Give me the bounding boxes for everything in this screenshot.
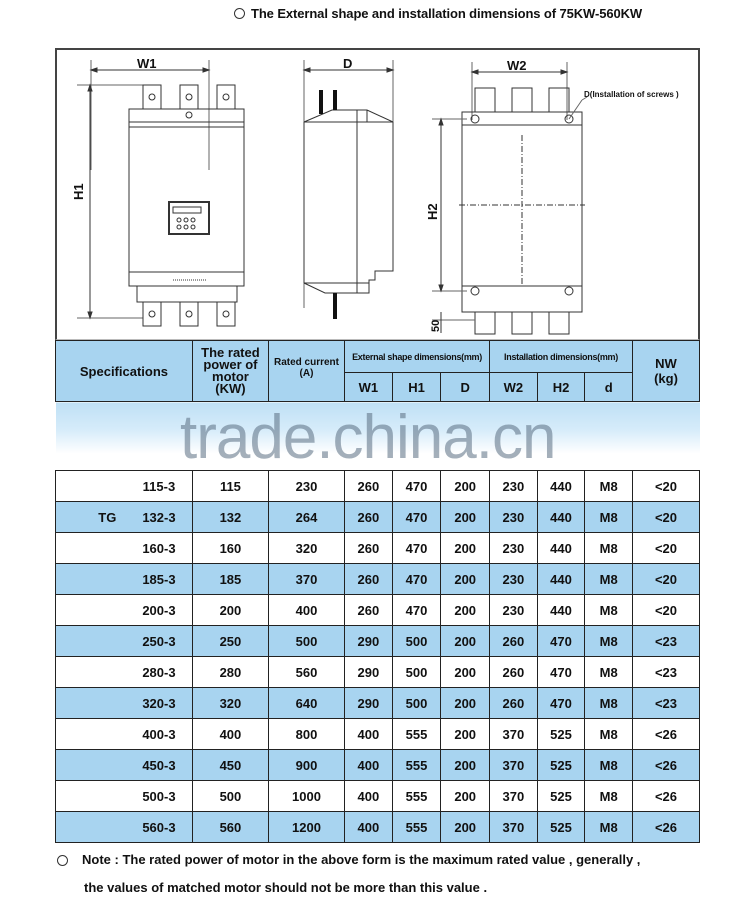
cell-nw: <20: [633, 471, 700, 502]
specifications-table: [55, 340, 700, 843]
cell-specification: [56, 750, 193, 781]
cell-w2: 370: [490, 719, 538, 750]
cell-h2: 440: [537, 471, 585, 502]
label-d: D: [343, 56, 353, 71]
cell-screw: M8: [585, 471, 633, 502]
cell-power: 500: [192, 781, 268, 812]
cell-h1: 470: [392, 502, 441, 533]
cell-specification: [56, 688, 193, 719]
cell-h1: 500: [392, 626, 441, 657]
header-rated-power-line3: motor: [212, 369, 249, 384]
note-line2: the values of matched motor should not be more than this value .: [84, 880, 488, 895]
label-screw-note: D(Installation of screws ): [584, 90, 679, 99]
cell-w2: 370: [490, 812, 538, 843]
spec-model: 185-3: [142, 571, 176, 587]
cell-d: 200: [441, 781, 490, 812]
cell-nw: <26: [633, 812, 700, 843]
label-w1: W1: [137, 56, 157, 71]
cell-w1: 260: [345, 595, 393, 626]
cell-screw: M8: [585, 564, 633, 595]
cell-d: 200: [441, 595, 490, 626]
cell-w1: 400: [345, 750, 393, 781]
cell-nw: <20: [633, 595, 700, 626]
cell-h1: 500: [392, 657, 441, 688]
header-rated-power-line2: power of: [203, 357, 258, 372]
label-h1: H1: [71, 183, 86, 200]
cell-w2: 260: [490, 626, 538, 657]
cell-nw: <23: [633, 626, 700, 657]
header-specifications: Specifications: [56, 341, 193, 402]
cell-current: 800: [268, 719, 344, 750]
dimension-drawing: [55, 48, 700, 340]
cell-power: 560: [192, 812, 268, 843]
header-h2: H2: [537, 373, 585, 402]
header-rated-power: [192, 341, 268, 402]
page-title: [234, 6, 642, 21]
spec-model: 320-3: [142, 695, 176, 711]
cell-w1: 290: [345, 626, 393, 657]
cell-current: 640: [268, 688, 344, 719]
cell-h2: 470: [537, 657, 585, 688]
header-rated-power-line4: (KW): [215, 381, 246, 396]
header-w1: W1: [345, 373, 393, 402]
cell-screw: M8: [585, 533, 633, 564]
spec-model: 200-3: [142, 602, 176, 618]
table-row: [56, 750, 700, 781]
table-body: [56, 471, 700, 843]
cell-power: 132: [192, 502, 268, 533]
cell-nw: <23: [633, 688, 700, 719]
cell-w1: 290: [345, 688, 393, 719]
cell-nw: <23: [633, 657, 700, 688]
cell-w2: 260: [490, 657, 538, 688]
cell-current: 500: [268, 626, 344, 657]
cell-h2: 470: [537, 688, 585, 719]
cell-w1: 400: [345, 781, 393, 812]
cell-current: 1200: [268, 812, 344, 843]
spec-model: 400-3: [142, 726, 176, 742]
cell-h2: 525: [537, 781, 585, 812]
cell-h1: 555: [392, 750, 441, 781]
table-row: [56, 781, 700, 812]
cell-h1: 470: [392, 533, 441, 564]
spec-model: 132-3: [142, 509, 176, 525]
cell-w2: 370: [490, 750, 538, 781]
note-line1: The rated power of motor in the above form is the maximum rated value , generally ,: [118, 852, 641, 867]
cell-power: 450: [192, 750, 268, 781]
cell-power: 185: [192, 564, 268, 595]
cell-nw: <20: [633, 533, 700, 564]
cell-h1: 500: [392, 688, 441, 719]
cell-specification: [56, 657, 193, 688]
cell-power: 160: [192, 533, 268, 564]
cell-nw: <26: [633, 719, 700, 750]
cell-h2: 525: [537, 750, 585, 781]
cell-nw: <26: [633, 781, 700, 812]
cell-w2: 230: [490, 471, 538, 502]
cell-screw: M8: [585, 812, 633, 843]
header-rated-current-line1: Rated current: [273, 357, 339, 368]
table-row: [56, 626, 700, 657]
cell-w2: 230: [490, 595, 538, 626]
cell-d: 200: [441, 688, 490, 719]
cell-w1: 260: [345, 533, 393, 564]
cell-w2: 230: [490, 564, 538, 595]
cell-specification: [56, 502, 193, 533]
cell-screw: M8: [585, 595, 633, 626]
cell-current: 370: [268, 564, 344, 595]
table-row: [56, 595, 700, 626]
cell-current: 264: [268, 502, 344, 533]
header-nw-line2: (kg): [654, 371, 678, 386]
table-row: [56, 502, 700, 533]
cell-current: 230: [268, 471, 344, 502]
spec-prefix: TG: [98, 509, 117, 525]
cell-w2: 230: [490, 533, 538, 564]
cell-h1: 555: [392, 812, 441, 843]
cell-h2: 525: [537, 719, 585, 750]
cell-d: 200: [441, 502, 490, 533]
cell-d: 200: [441, 750, 490, 781]
cell-h2: 440: [537, 502, 585, 533]
cell-d: 200: [441, 471, 490, 502]
cell-screw: M8: [585, 502, 633, 533]
cell-d: 200: [441, 533, 490, 564]
cell-h2: 440: [537, 533, 585, 564]
table-row: [56, 533, 700, 564]
note-label: Note :: [82, 852, 119, 867]
cell-current: 400: [268, 595, 344, 626]
watermark-band: [56, 402, 700, 471]
cell-specification: [56, 626, 193, 657]
cell-power: 320: [192, 688, 268, 719]
cell-screw: M8: [585, 688, 633, 719]
cell-nw: <26: [633, 750, 700, 781]
cell-h2: 440: [537, 564, 585, 595]
bullet-circle-icon: [234, 8, 245, 19]
spec-model: 450-3: [142, 757, 176, 773]
bullet-circle-icon: [57, 855, 68, 866]
cell-screw: M8: [585, 719, 633, 750]
cell-nw: <20: [633, 502, 700, 533]
spec-model: 500-3: [142, 788, 176, 804]
cell-current: 900: [268, 750, 344, 781]
table-row: [56, 564, 700, 595]
table-row: [56, 657, 700, 688]
cell-h1: 555: [392, 719, 441, 750]
table-row: [56, 812, 700, 843]
header-external-shape-group: External shape dimensions(mm): [345, 341, 490, 373]
cell-current: 1000: [268, 781, 344, 812]
cell-d: 200: [441, 626, 490, 657]
header-installation-group: Installation dimensions(mm): [490, 341, 633, 373]
table-header-row-1: [56, 341, 700, 373]
cell-power: 115: [192, 471, 268, 502]
table-row: [56, 688, 700, 719]
cell-w1: 260: [345, 564, 393, 595]
header-nw: [633, 341, 700, 402]
cell-w1: 260: [345, 471, 393, 502]
cell-w1: 400: [345, 812, 393, 843]
header-d: D: [441, 373, 490, 402]
header-screw-d: d: [585, 373, 633, 402]
cell-d: 200: [441, 812, 490, 843]
note: [57, 846, 640, 902]
dimension-drawing-svg: [57, 50, 702, 342]
cell-h1: 555: [392, 781, 441, 812]
cell-power: 200: [192, 595, 268, 626]
header-h1: H1: [392, 373, 441, 402]
cell-w1: 260: [345, 502, 393, 533]
cell-d: 200: [441, 657, 490, 688]
spec-model: 160-3: [142, 540, 176, 556]
spec-model: 280-3: [142, 664, 176, 680]
table-row: [56, 719, 700, 750]
cell-d: 200: [441, 564, 490, 595]
table-row: [56, 471, 700, 502]
cell-specification: [56, 719, 193, 750]
cell-power: 400: [192, 719, 268, 750]
cell-power: 280: [192, 657, 268, 688]
cell-screw: M8: [585, 657, 633, 688]
cell-current: 560: [268, 657, 344, 688]
cell-h1: 470: [392, 564, 441, 595]
cell-h2: 470: [537, 626, 585, 657]
cell-nw: <20: [633, 564, 700, 595]
cell-specification: [56, 781, 193, 812]
cell-power: 250: [192, 626, 268, 657]
cell-h2: 525: [537, 812, 585, 843]
label-h2: H2: [425, 203, 440, 220]
cell-specification: [56, 564, 193, 595]
cell-current: 320: [268, 533, 344, 564]
cell-screw: M8: [585, 750, 633, 781]
spec-model: 115-3: [142, 478, 176, 494]
cell-specification: [56, 471, 193, 502]
header-rated-current: [268, 341, 344, 402]
cell-w1: 400: [345, 719, 393, 750]
cell-h1: 470: [392, 471, 441, 502]
cell-specification: [56, 533, 193, 564]
cell-specification: [56, 812, 193, 843]
cell-h2: 440: [537, 595, 585, 626]
cell-w2: 260: [490, 688, 538, 719]
cell-w1: 290: [345, 657, 393, 688]
cell-w2: 230: [490, 502, 538, 533]
cell-d: 200: [441, 719, 490, 750]
spec-model: 560-3: [142, 819, 176, 835]
cell-w2: 370: [490, 781, 538, 812]
header-rated-current-line2: (A): [299, 368, 314, 379]
header-w2: W2: [490, 373, 538, 402]
spec-model: 250-3: [142, 633, 176, 649]
watermark: trade.china.cn: [180, 403, 556, 472]
cell-screw: M8: [585, 626, 633, 657]
cell-h1: 470: [392, 595, 441, 626]
cell-screw: M8: [585, 781, 633, 812]
label-w2: W2: [507, 58, 527, 73]
header-rated-power-line1: The rated: [201, 345, 260, 360]
header-nw-line1: NW: [655, 356, 677, 371]
cell-specification: [56, 595, 193, 626]
label-offset-50: 50: [430, 319, 442, 332]
page-title-text: The External shape and installation dimensions of 75KW-560KW: [251, 6, 643, 21]
